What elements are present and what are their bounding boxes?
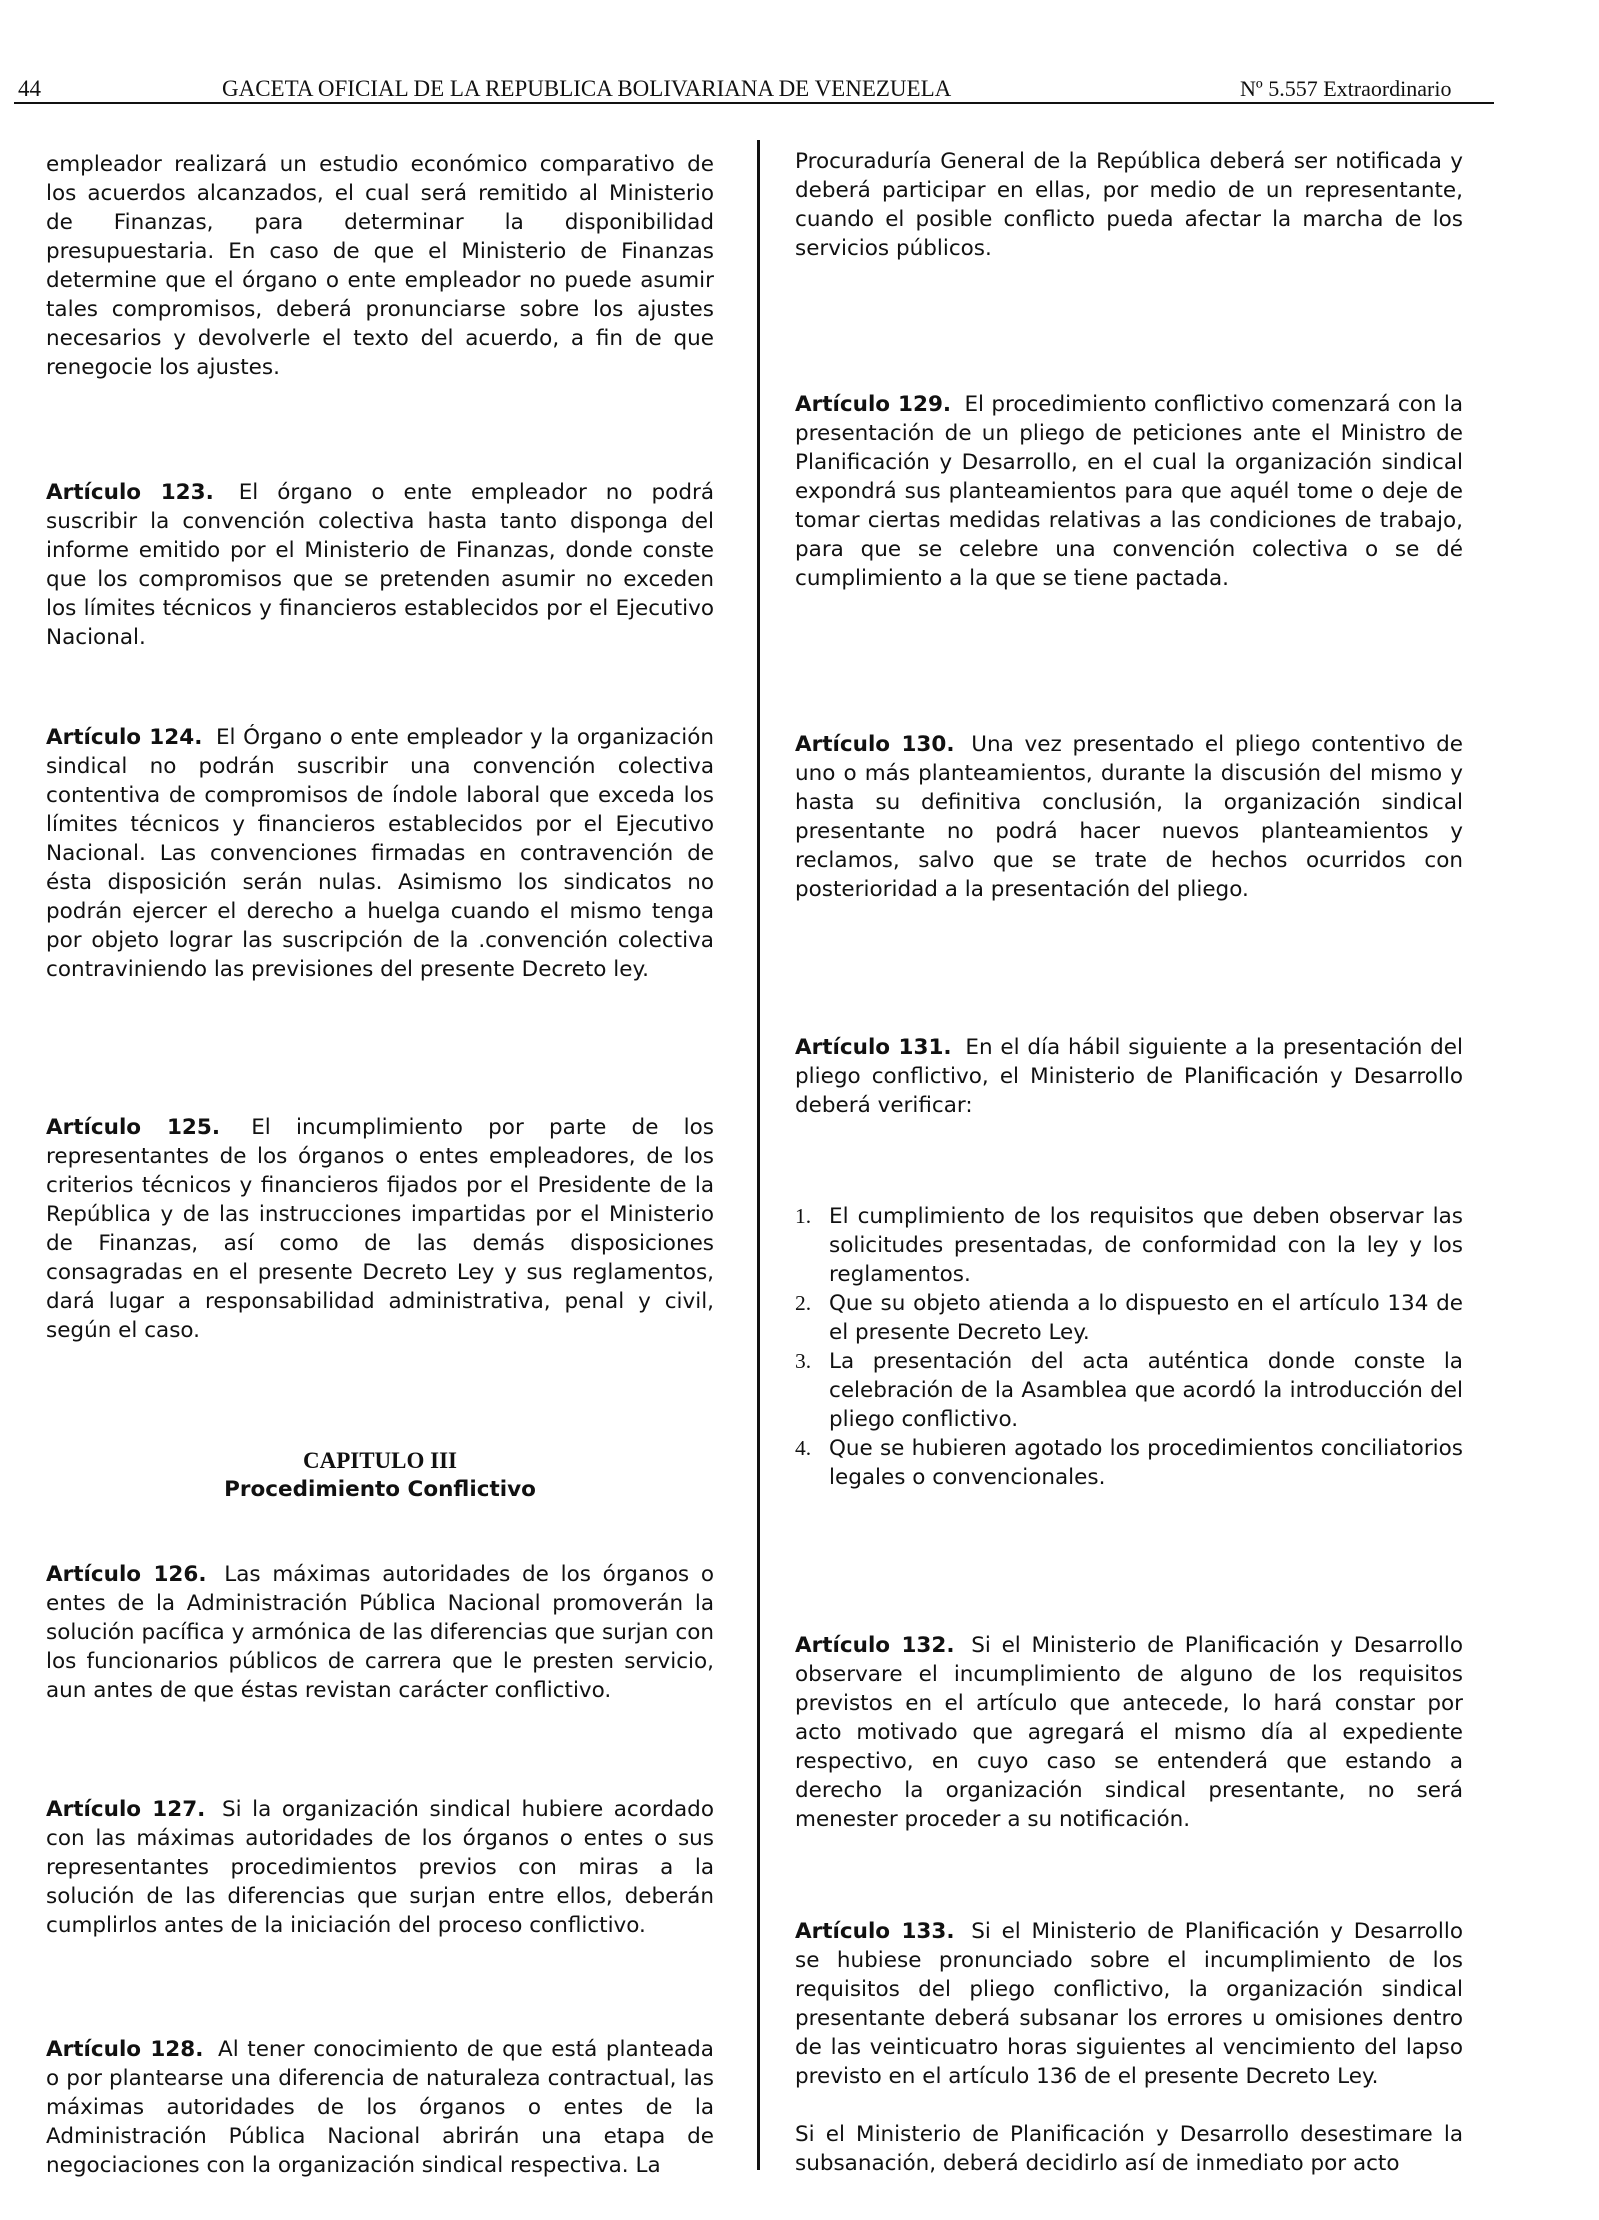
list-item-number: 4. [795, 1436, 812, 1460]
article-130 [795, 730, 1463, 904]
column-divider [757, 140, 760, 2170]
article-133 [795, 1917, 1463, 2091]
article-129 [795, 390, 1463, 593]
list-item [795, 1202, 1463, 1289]
article-133-continuation: Si el Ministerio de Planificación y Desarrollo desestimare la subsanación, deberá decidirlo así de inmediato por acto [795, 2122, 1463, 2176]
list-item-text: Que su objeto atienda a lo dispuesto en el artículo 134 de el presente Decreto Ley. [829, 1291, 1463, 1345]
article-132-title: Artículo 132. [795, 1633, 955, 1658]
article-133-title: Artículo 133. [795, 1919, 955, 1944]
list-item-text: Que se hubieren agotado los procedimientos conciliatorios legales o convencionales. [829, 1436, 1463, 1490]
article-132 [795, 1631, 1463, 1834]
list-item-number: 3. [795, 1349, 812, 1373]
page-header [0, 0, 1599, 110]
article-128-title: Artículo 128. [46, 2037, 204, 2062]
article-127-title: Artículo 127. [46, 1797, 206, 1822]
list-item-number: 2. [795, 1291, 812, 1315]
article-129-text: El procedimiento conflictivo comenzará con la presentación de un pliego de peticiones ante el Ministro de Planificación y Desarrollo, en el cual la organización sindical expondrá sus planteamientos para que aquél tome o deje de tomar ciertas medidas relativas a las condiciones de trabajo, para que se celebre una convención colectiva o se dé cumplimiento a la que se tiene pactada. [795, 392, 1463, 591]
article-126 [46, 1560, 714, 1705]
chapter-name: Procedimiento Conflictivo [224, 1477, 536, 1502]
article-125 [46, 1113, 714, 1345]
article-126-title: Artículo 126. [46, 1562, 207, 1587]
article-128 [46, 2035, 714, 2180]
article-132-text: Si el Ministerio de Planificación y Desarrollo observare el incumplimiento de alguno de los requisitos previstos en el artículo que antecede, lo hará constar por acto motivado que agregará el mismo día al expediente respectivo, en cuyo caso se entenderá que estando a derecho la organización sindical presentante, no será menester proceder a su notificación. [795, 1633, 1463, 1832]
article-125-title: Artículo 125. [46, 1115, 220, 1140]
requirements-list [795, 1202, 1463, 1492]
list-item-text: El cumplimiento de los requisitos que deben observar las solicitudes presentadas, de conformidad con la ley y los reglamentos. [829, 1204, 1463, 1287]
article-130-text: Una vez presentado el pliego contentivo de uno o más planteamientos, durante la discusión del mismo y hasta su definitiva conclusión, la organización sindical presentante no podrá hacer nuevos planteamientos y reclamos, salvo que se trate de hechos ocurridos con posterioridad a la presentación del pliego. [795, 732, 1463, 902]
article-130-title: Artículo 130. [795, 732, 955, 757]
article-126-text: Las máximas autoridades de los órganos o entes de la Administración Pública Nacional promoverán la solución pacífica y armónica de las diferencias que surjan con los funcionarios públicos de carrera que le presten servicio, aun antes de que éstas revistan carácter conflictivo. [46, 1562, 714, 1703]
article-131-text: En el día hábil siguiente a la presentación del pliego conflictivo, el Ministerio de Planificación y Desarrollo deberá verificar: [795, 1035, 1463, 1118]
list-item-number: 1. [795, 1204, 812, 1228]
header-rule [14, 102, 1494, 104]
article-129-title: Artículo 129. [795, 392, 952, 417]
intro-paragraph: empleador realizará un estudio económico comparativo de los acuerdos alcanzados, el cual será remitido al Ministerio de Finanzas, para determinar la disponibilidad presupuestaria. En caso de que el Ministerio de Finanzas determine que el órgano o ente empleador no puede asumir tales compromisos, deberá pronunciarse sobre los ajustes necesarios y devolverle el texto del acuerdo, a fin de que renegocie los ajustes. [46, 152, 714, 380]
article-123-text: El órgano o ente empleador no podrá suscribir la convención colectiva hasta tanto disponga del informe emitido por el Ministerio de Finanzas, donde conste que los compromisos que se pretenden asumir no exceden los límites técnicos y financieros establecidos por el Ejecutivo Nacional. [46, 480, 714, 650]
article-124-title: Artículo 124. [46, 725, 203, 750]
article-124-text: El Órgano o ente empleador y la organización sindical no podrán suscribir una convención colectiva contentiva de compromisos de índole laboral que exceda los límites técnicos y financieros establecidos por el Ejecutivo Nacional. Las convenciones firmadas en contravención de ésta disposición serán nulas. Asimismo los sindicatos no podrán ejercer el derecho a huelga cuando el mismo tenga por objeto lograr las suscripción de la .convención colectiva contraviniendo las previsiones del presente Decreto ley. [46, 725, 714, 982]
article-127 [46, 1795, 714, 1940]
article-128-continuation: Procuraduría General de la República deberá ser notificada y deberá participar en ellas, por medio de un representante, cuando el posible conflicto pueda afectar la marcha de los servicios públicos. [795, 149, 1463, 261]
page-number: 44 [18, 76, 41, 101]
list-item [795, 1347, 1463, 1434]
article-131 [795, 1033, 1463, 1120]
article-125-text: El incumplimiento por parte de los representantes de los órganos o entes empleadores, de los criterios técnicos y financieros fijados por el Presidente de la República y de las instrucciones impartidas por el Ministerio de Finanzas, así como de las demás disposiciones consagradas en el presente Decreto Ley y sus reglamentos, dará lugar a responsabilidad administrativa, penal y civil, según el caso. [46, 1115, 714, 1343]
article-123 [46, 478, 714, 652]
list-item-text: La presentación del acta auténtica donde conste la celebración de la Asamblea que acordó la introducción del pliego conflictivo. [829, 1349, 1463, 1432]
gazette-title: GACETA OFICIAL DE LA REPUBLICA BOLIVARIANA DE VENEZUELA [222, 76, 952, 101]
list-item [795, 1434, 1463, 1492]
chapter-number: CAPITULO III [302, 1448, 457, 1473]
article-124 [46, 723, 714, 984]
issue-number: Nº 5.557 Extraordinario [1240, 76, 1452, 101]
article-127-text: Si la organización sindical hubiere acordado con las máximas autoridades de los órganos o entes o sus representantes procedimientos previos con miras a la solución de las diferencias que surjan entre ellos, deberán cumplirlos antes de la iniciación del proceso conflictivo. [46, 1797, 714, 1938]
article-123-title: Artículo 123. [46, 480, 214, 505]
article-131-title: Artículo 131. [795, 1035, 952, 1060]
article-133-text: Si el Ministerio de Planificación y Desarrollo se hubiese pronunciado sobre el incumplimiento de los requisitos del pliego conflictivo, la organización sindical presentante deberá subsanar los errores u omisiones dentro de las veinticuatro horas siguientes al vencimiento del lapso previsto en el artículo 136 de el presente Decreto Ley. [795, 1919, 1463, 2089]
article-128-text: Al tener conocimiento de que está planteada o por plantearse una diferencia de naturaleza contractual, las máximas autoridades de los órganos o entes de la Administración Pública Nacional abrirán una etapa de negociaciones con la organización sindical respectiva. La [46, 2037, 714, 2178]
list-item [795, 1289, 1463, 1347]
